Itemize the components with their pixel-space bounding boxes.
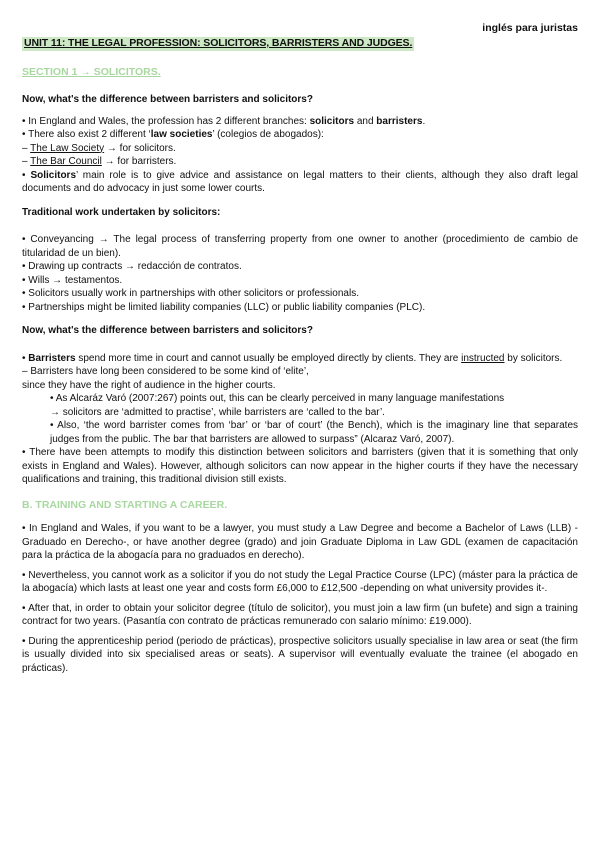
paragraph: • There have been attempts to modify this distinction between solicitors and barristers (given that it is something that only exists in England and Wales). However, although solicitors can now appear in the higher courts if they have the necessary qualifications and training, this traditional division still exists. bbox=[22, 447, 578, 485]
paragraph: • Partnerships might be limited liability companies (LLC) or public liability companies (PLC). bbox=[22, 301, 426, 313]
question-heading: Now, what's the difference between barristers and solicitors? bbox=[22, 94, 313, 105]
paragraph: • After that, in order to obtain your solicitor degree (título de solicitor), you must join a law firm (un bufete) and sign a training contract for two years. (Pasantía con contrato de prácticas remunerado con salario mínimo: £19.000). bbox=[22, 602, 578, 627]
paragraph: • In England and Wales, if you want to be a lawyer, you must study a Law Degree and become a Bachelor of Laws (LLB) -Graduado en Derecho-, or have another degree (grado) and join Graduate Diploma in Law GDL (examen de capacitación para la práctica de la abogacía para no graduados en derecho). bbox=[22, 523, 578, 561]
paragraph: • During the apprenticeship period (periodo de prácticas), prospective solicitors usually specialise in law area or seat (the firm is usually divided into six specialised areas or seats). A supervisor will eventually evaluate the trainee (el abogado en prácticas). bbox=[22, 635, 578, 674]
paragraph: • As Alcaráz Varó (2007:267) points out, this can be clearly perceived in many language manifestations bbox=[50, 393, 505, 404]
section-1-heading: SECTION 1 → SOLICITORS. bbox=[22, 66, 161, 78]
paragraph: • There also exist 2 different ‘law societies’ (colegios de abogados): bbox=[22, 129, 324, 140]
paragraph: → solicitors are ‘admitted to practise’, while barristers are ‘called to the bar’. bbox=[50, 406, 385, 418]
paragraph: since they have the right of audience in the higher courts. bbox=[22, 379, 276, 391]
paragraph: • Solicitors usually work in partnerships with other solicitors or professionals. bbox=[22, 288, 359, 299]
paragraph: – The Bar Council → for barristers. bbox=[22, 156, 177, 167]
question-heading: Now, what's the difference between barristers and solicitors? bbox=[22, 325, 313, 336]
paragraph: • Barristers spend more time in court and cannot usually be employed directly by clients. They are instructed by solicitors. bbox=[22, 352, 563, 364]
section-b-heading: B. TRAINING AND STARTING A CAREER. bbox=[22, 498, 228, 511]
paragraph: • Drawing up contracts → redacción de contratos. bbox=[22, 261, 242, 272]
paragraph: • In England and Wales, the profession has 2 different branches: solicitors and barristers. bbox=[22, 115, 426, 127]
paragraph: • Nevertheless, you cannot work as a solicitor if you do not study the Legal Practice Course (LPC) (máster para la práctica de la abogacía) which lasts at least one year and costs form £6,000 to £12,500 -depending on what university provides it-. bbox=[22, 569, 578, 594]
document-body bbox=[22, 93, 578, 675]
paragraph: • Conveyancing → The legal process of transferring property from one owner to another (procedimiento de cambio de titularidad de un bien). bbox=[22, 234, 578, 259]
question-heading: Traditional work undertaken by solicitors: bbox=[22, 206, 221, 218]
course-tag: inglés para juristas bbox=[482, 22, 578, 34]
paragraph: • Also, ‘the word barrister comes from ‘bar’ or ‘bar of court’ (the Bench), which is the imaginary line that separates judges from the public. The bar that barristers are allowed to surpass” (Alcaraz Varó, 2007). bbox=[50, 420, 578, 445]
paragraph: • Solicitors’ main role is to give advice and assistance on legal matters to their clients, although they also draft legal documents and do advocacy in just some lower courts. bbox=[22, 169, 578, 194]
unit-title: UNIT 11: THE LEGAL PROFESSION: SOLICITORS, BARRISTERS AND JUDGES. bbox=[24, 37, 413, 49]
paragraph: – Barristers have long been considered to be some kind of ‘elite’, bbox=[22, 366, 309, 377]
paragraph: – The Law Society → for solicitors. bbox=[22, 142, 176, 154]
paragraph: • Wills → testamentos. bbox=[22, 274, 123, 286]
